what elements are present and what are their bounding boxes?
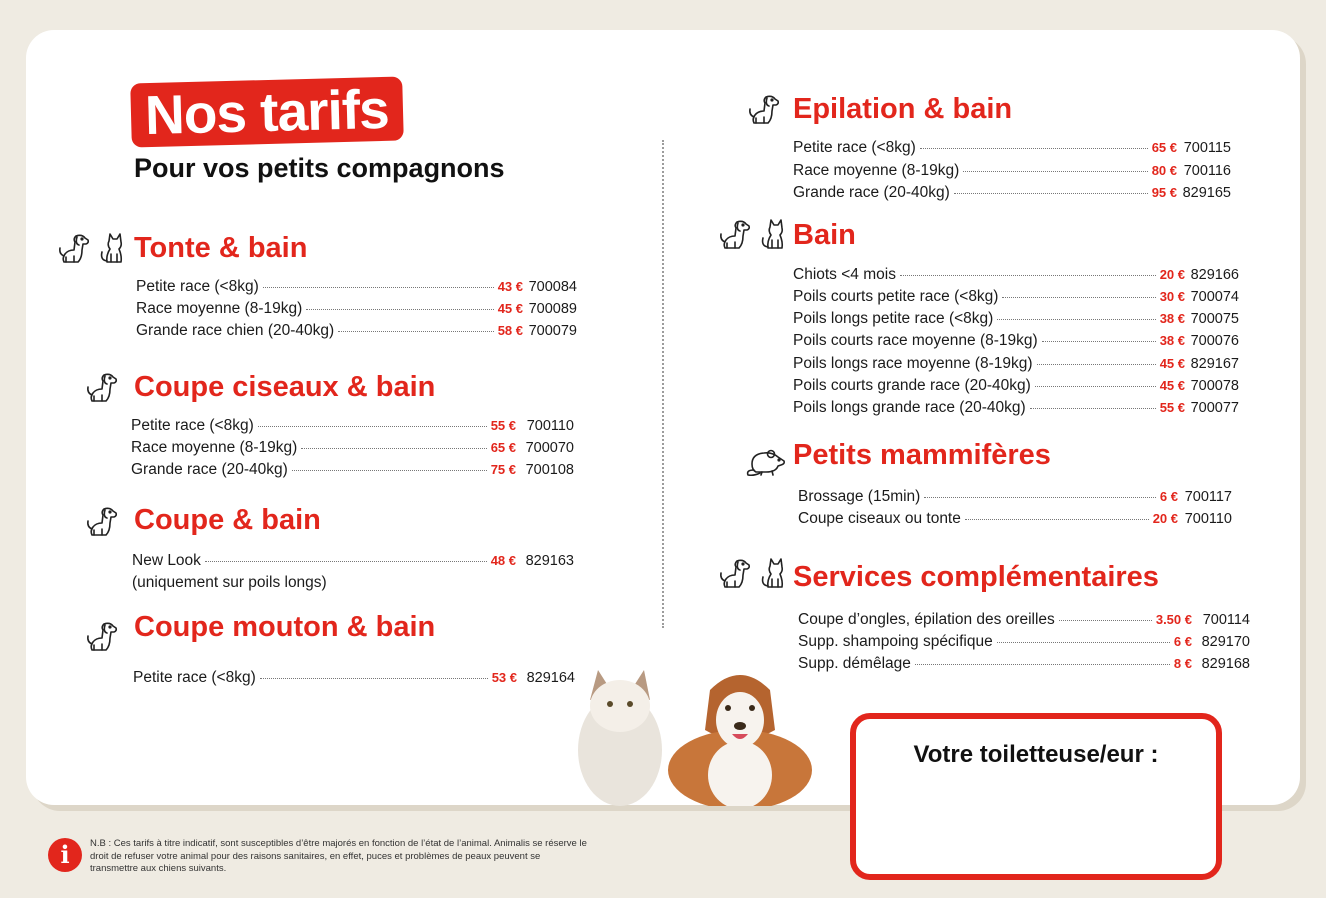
dotted-leader	[965, 519, 1149, 520]
section-title	[134, 232, 307, 265]
service-price: 48 €	[490, 553, 516, 568]
section-title-text: Petits mammifères	[793, 439, 1051, 471]
section-icons	[56, 230, 130, 271]
price-row	[793, 266, 1239, 284]
service-label: Poils longs race moyenne (8-19kg)	[793, 355, 1033, 372]
service-price: 45 €	[497, 301, 523, 316]
service-price: 8 €	[1173, 656, 1192, 671]
price-row	[793, 399, 1239, 417]
service-price: 53 €	[491, 670, 517, 685]
page-subtitle: Pour vos petits compagnons	[134, 153, 505, 183]
section-title	[134, 611, 435, 644]
service-price: 45 €	[1159, 378, 1185, 393]
service-code: 700077	[1190, 400, 1239, 416]
service-price: 6 €	[1173, 634, 1192, 649]
service-label: Poils courts grande race (20-40kg)	[793, 377, 1031, 394]
service-code: 700110	[526, 418, 574, 434]
section-title-text: Epilation & bain	[793, 93, 1013, 125]
price-row	[798, 510, 1232, 528]
service-code: 700108	[525, 462, 574, 478]
section-icons	[84, 503, 120, 544]
service-code: 700075	[1190, 311, 1239, 327]
dotted-leader	[1042, 341, 1156, 342]
service-code: 700079	[528, 323, 577, 339]
service-label: Coupe d’ongles, épilation des oreilles	[798, 611, 1055, 628]
service-label: Grande race (20-40kg)	[131, 461, 288, 478]
dotted-leader	[1030, 408, 1156, 409]
dotted-leader	[1059, 620, 1152, 621]
price-row	[793, 162, 1231, 180]
service-price: 43 €	[497, 279, 523, 294]
price-row	[793, 355, 1239, 373]
service-price: 45 €	[1159, 356, 1185, 371]
section-icons	[717, 216, 791, 257]
service-label: Supp. démêlage	[798, 655, 911, 672]
service-label: Race moyenne (8-19kg)	[136, 300, 303, 317]
price-row	[133, 669, 575, 687]
service-label: Grande race chien (20-40kg)	[136, 322, 335, 339]
service-price: 20 €	[1152, 511, 1178, 526]
cat-icon	[755, 216, 791, 257]
section-title-text: Services complémentaires	[793, 561, 1159, 593]
service-label: Coupe ciseaux ou tonte	[798, 510, 961, 527]
dotted-leader	[338, 331, 494, 332]
price-row	[131, 417, 574, 435]
service-label: Petite race (<8kg)	[131, 417, 254, 434]
service-price: 80 €	[1151, 163, 1177, 178]
price-row	[793, 310, 1239, 328]
dog-icon	[56, 230, 92, 271]
service-code: 700089	[528, 301, 577, 317]
rodent-icon	[744, 442, 788, 483]
dog-icon	[717, 216, 753, 257]
dotted-leader	[954, 193, 1148, 194]
dotted-leader	[997, 319, 1155, 320]
dotted-leader	[258, 426, 487, 427]
service-code: 829170	[1201, 634, 1250, 650]
service-price: 55 €	[1159, 400, 1185, 415]
price-row	[136, 300, 577, 318]
price-row	[132, 552, 574, 570]
service-price: 20 €	[1159, 267, 1185, 282]
section-icons	[744, 442, 788, 483]
service-price: 38 €	[1159, 311, 1185, 326]
service-label: Poils longs grande race (20-40kg)	[793, 399, 1026, 416]
dotted-leader	[1002, 297, 1155, 298]
service-price: 58 €	[497, 323, 523, 338]
price-row	[131, 439, 574, 457]
footer-note: N.B : Ces tarifs à titre indicatif, sont susceptibles d’être majorés en fonction de l’état de l’animal. Animalis se réserve le droit de refuser votre animal pour des raisons sanitaires, en effet, puces et problèmes de peaux peuvent se transmettre aux chiens suivants.	[90, 838, 587, 874]
info-icon: i	[48, 838, 82, 872]
dotted-leader	[900, 275, 1156, 276]
service-price: 6 €	[1159, 489, 1178, 504]
service-label: Poils courts petite race (<8kg)	[793, 288, 999, 305]
service-label: Race moyenne (8-19kg)	[793, 162, 960, 179]
price-row	[798, 488, 1232, 506]
service-code: 700070	[525, 440, 574, 456]
service-price: 3.50 €	[1155, 612, 1192, 627]
service-price: 65 €	[1151, 140, 1177, 155]
section-title-text: Coupe ciseaux & bain	[134, 371, 436, 403]
service-label: Race moyenne (8-19kg)	[131, 439, 298, 456]
service-price: 95 €	[1151, 185, 1177, 200]
service-label: New Look	[132, 552, 201, 569]
service-price: 30 €	[1159, 289, 1185, 304]
service-price: 65 €	[490, 440, 516, 455]
dotted-leader	[915, 664, 1170, 665]
service-label: Grande race (20-40kg)	[793, 184, 950, 201]
service-label: Poils longs petite race (<8kg)	[793, 310, 994, 327]
pets-illustration	[560, 660, 820, 806]
service-code: 700074	[1190, 289, 1239, 305]
price-row	[131, 461, 574, 479]
service-label: Petite race (<8kg)	[793, 139, 916, 156]
cat-icon	[94, 230, 130, 271]
service-code: 829163	[525, 553, 574, 569]
dog-icon	[717, 555, 753, 596]
dotted-leader	[997, 642, 1170, 643]
dotted-leader	[1037, 364, 1156, 365]
dotted-leader	[301, 448, 486, 449]
section-title	[134, 371, 435, 404]
section-title	[793, 439, 1051, 472]
service-label: Petite race (<8kg)	[136, 278, 259, 295]
service-code: 700084	[528, 279, 577, 295]
price-row	[793, 139, 1231, 157]
groomer-title: Votre toiletteuse/eur :	[913, 741, 1159, 768]
service-code: 829167	[1190, 356, 1239, 372]
column-divider	[662, 140, 664, 628]
price-row	[798, 633, 1250, 651]
service-label: Chiots <4 mois	[793, 266, 896, 283]
dotted-leader	[205, 561, 487, 562]
section-title	[793, 93, 1012, 126]
service-price: 55 €	[490, 418, 516, 433]
dotted-leader	[1035, 386, 1156, 387]
section-title	[793, 561, 1159, 594]
dog-icon	[84, 369, 120, 410]
price-row	[798, 655, 1250, 673]
price-row	[798, 611, 1250, 629]
service-label: Brossage (15min)	[798, 488, 921, 505]
section-title-text: Bain	[793, 219, 856, 251]
service-code: 700116	[1183, 163, 1231, 179]
service-code: 700078	[1190, 378, 1239, 394]
service-label: Supp. shampoing spécifique	[798, 633, 993, 650]
groomer-box	[850, 713, 1222, 880]
service-code: 829166	[1190, 267, 1239, 283]
dog-icon	[84, 618, 120, 659]
price-row	[136, 322, 577, 340]
service-code: 700117	[1184, 489, 1232, 505]
price-row	[793, 377, 1239, 395]
section-icons	[84, 369, 120, 410]
price-row	[793, 332, 1239, 350]
dotted-leader	[260, 678, 488, 679]
price-row	[136, 278, 577, 296]
service-label: Poils courts race moyenne (8-19kg)	[793, 332, 1038, 349]
dotted-leader	[292, 470, 487, 471]
dotted-leader	[920, 148, 1148, 149]
dotted-leader	[924, 497, 1156, 498]
dotted-leader	[963, 171, 1147, 172]
section-title-text: Tonte & bain	[134, 232, 308, 264]
service-price: 38 €	[1159, 333, 1185, 348]
section-icons	[746, 91, 782, 132]
service-label: Petite race (<8kg)	[133, 669, 256, 686]
service-code: 829168	[1201, 656, 1250, 672]
section-icons	[717, 555, 791, 596]
section-title-text: Coupe mouton & bain	[134, 611, 436, 643]
section-icons	[84, 618, 120, 659]
service-code: 829165	[1182, 185, 1231, 201]
page-title: Nos tarifs	[130, 76, 403, 147]
service-code: 700076	[1190, 333, 1239, 349]
price-row	[793, 184, 1231, 202]
dotted-leader	[306, 309, 493, 310]
dog-icon	[746, 91, 782, 132]
service-code: 700110	[1184, 511, 1232, 527]
service-code: 829164	[526, 670, 575, 686]
section-note: (uniquement sur poils longs)	[132, 574, 327, 591]
service-code: 700115	[1183, 140, 1231, 156]
section-title	[793, 219, 856, 252]
service-code: 700114	[1202, 612, 1250, 628]
dotted-leader	[263, 287, 494, 288]
dog-icon	[84, 503, 120, 544]
service-price: 75 €	[490, 462, 516, 477]
section-title-text: Coupe & bain	[134, 504, 321, 536]
section-title	[134, 504, 321, 537]
price-row	[793, 288, 1239, 306]
cat-icon	[755, 555, 791, 596]
